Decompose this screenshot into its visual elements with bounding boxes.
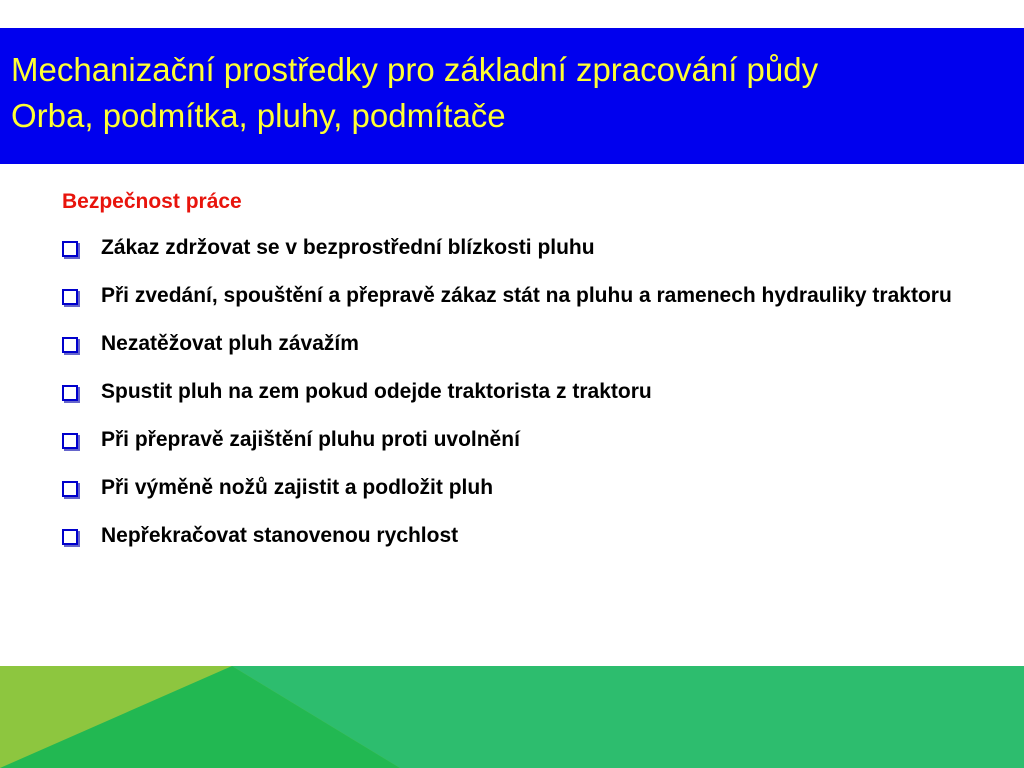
list-item xyxy=(62,376,962,408)
checkbox-bullet-icon xyxy=(62,385,78,401)
list-item xyxy=(62,472,962,504)
bullet-list xyxy=(62,232,962,568)
checkbox-bullet-icon xyxy=(62,289,78,305)
list-item xyxy=(62,280,962,312)
list-item-text: Při výměně nožů zajistit a podložit pluh xyxy=(101,476,494,499)
list-item-text: Nepřekračovat stanovenou rychlost xyxy=(101,524,459,547)
list-item xyxy=(62,232,962,264)
section-heading: Bezpečnost práce xyxy=(62,190,242,213)
decorative-footer-band xyxy=(0,666,1024,768)
list-item-text: Při přepravě zajištění pluhu proti uvolnění xyxy=(101,428,520,451)
checkbox-bullet-icon xyxy=(62,481,78,497)
list-item-text: Nezatěžovat pluh závažím xyxy=(101,332,359,355)
list-item-text: Zákaz zdržovat se v bezprostřední blízkosti pluhu xyxy=(101,236,595,259)
checkbox-bullet-icon xyxy=(62,433,78,449)
list-item-text: Při zvedání, spouštění a přepravě zákaz stát na pluhu a ramenech hydrauliky traktoru xyxy=(101,284,952,307)
list-item xyxy=(62,424,962,456)
list-item xyxy=(62,520,962,552)
list-item xyxy=(62,328,962,360)
checkbox-bullet-icon xyxy=(62,241,78,257)
checkbox-bullet-icon xyxy=(62,529,78,545)
checkbox-bullet-icon xyxy=(62,337,78,353)
list-item-text: Spustit pluh na zem pokud odejde traktorista z traktoru xyxy=(101,380,652,403)
slide-subtitle: Orba, podmítka, pluhy, podmítače xyxy=(11,97,506,134)
slide-title: Mechanizační prostředky pro základní zpracování půdy xyxy=(11,51,819,88)
